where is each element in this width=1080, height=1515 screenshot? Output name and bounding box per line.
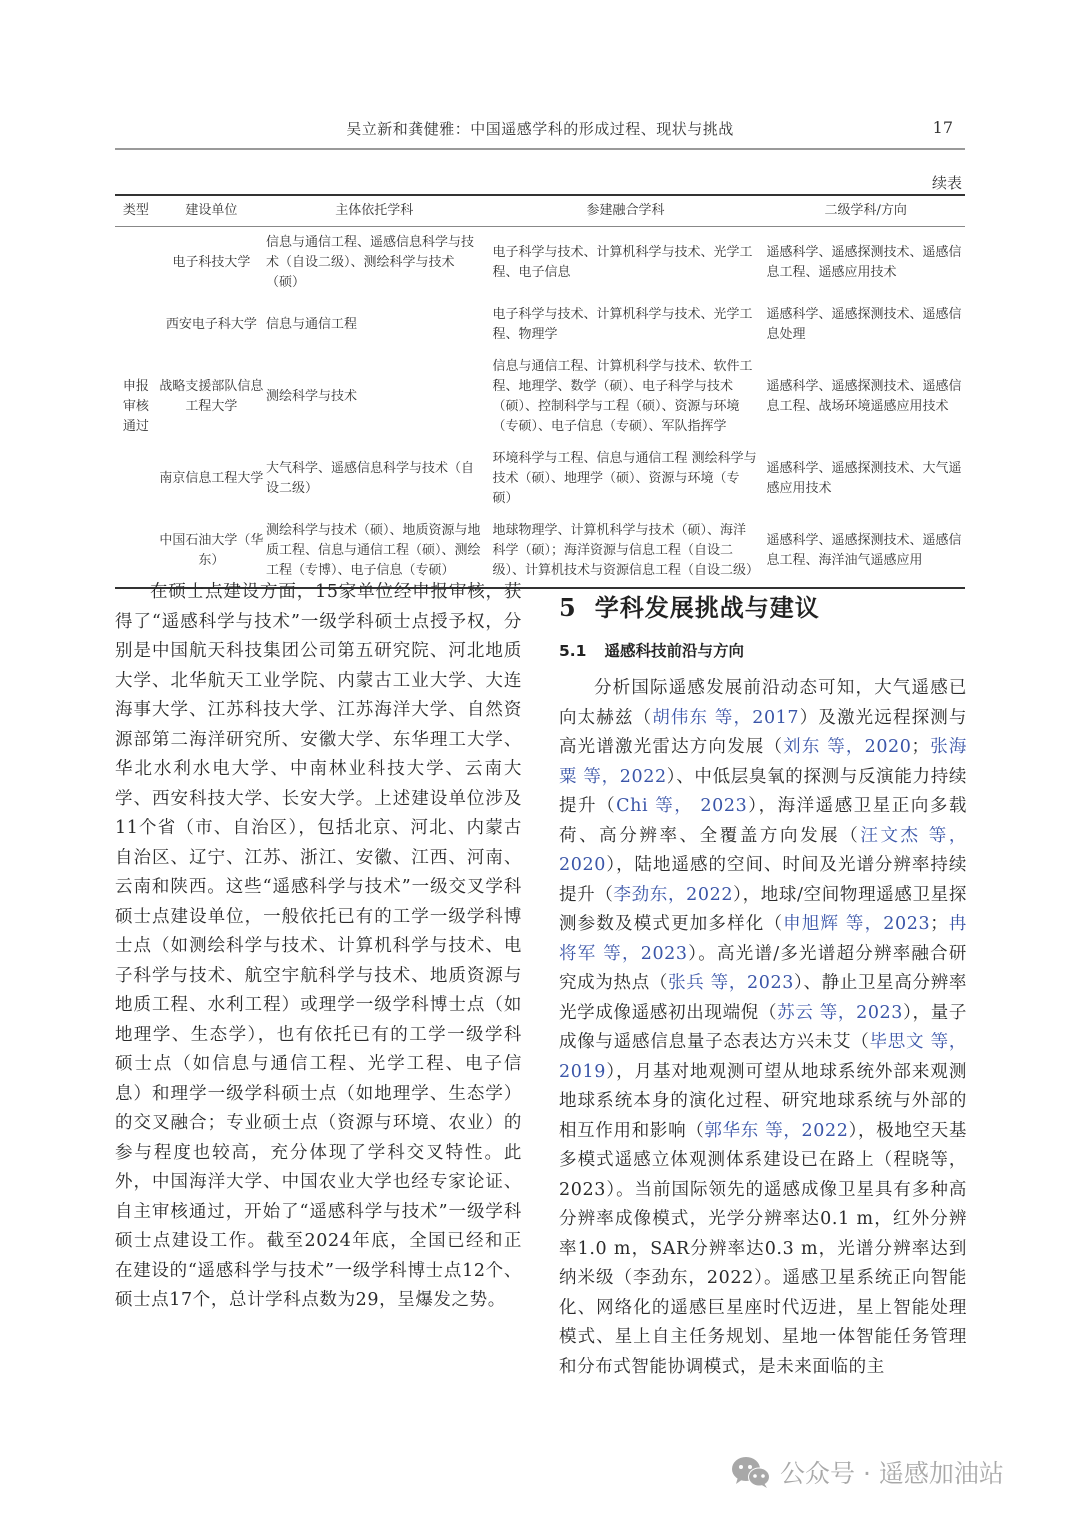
participating-discipline-cell: 环境科学与工程、信息与通信工程 测绘科学与技术（硕）、地理学（硕）、资源与环境（专硕） <box>492 451 757 506</box>
type-label-line: 审核 <box>122 399 149 414</box>
table-header-row <box>115 195 965 227</box>
paragraph-text: ）、中低层臭氧的探测与反演能力持续提升（ <box>559 766 967 816</box>
paragraph-text: ），极地空天基多模式遥感立体观测体系建设已在路上（程晓等，2023）。当前国际领先的遥感成像卫星具有多种高分辨率成像模式，光学分辨率达0.1 m，红外分辨率1.0 m，SAR分辨率达0.3 m，光谱分辨率达到纳米级（李劲东，2022）。遥感卫星系统正向智能化、网络化的遥感巨星座时代迈进，星上智能处理模式、星上自主任务规划、星地一体智能任务管理和分布式智能协调模式，是未来面临的主 <box>559 1120 967 1377</box>
participating-discipline-cell: 电子科学与技术、计算机科学与技术、光学工程、电子信息 <box>492 245 753 280</box>
citation-link[interactable]: 郭华东 等，2022 <box>704 1120 849 1141</box>
running-header <box>115 118 965 144</box>
subsection-number: 5.1 <box>559 642 587 660</box>
secondary-discipline-cell: 遥感科学、遥感探测技术、遥感信息处理 <box>766 307 962 342</box>
body-paragraph <box>559 674 967 1382</box>
watermark-text: 公众号 · 遥感加油站 <box>780 1459 1004 1488</box>
citation-link[interactable]: 申旭辉 等，2023 <box>783 914 931 934</box>
type-label-line: 申报 <box>122 379 149 394</box>
secondary-discipline-cell: 遥感科学、遥感探测技术、遥感信息工程、战场环境遥感应用技术 <box>766 379 962 414</box>
participating-discipline-cell: 电子科学与技术、计算机科学与技术、光学工程、物理学 <box>492 307 753 342</box>
citation-link[interactable]: Chi 等， 2023 <box>616 796 748 816</box>
type-group-cell <box>115 227 157 589</box>
secondary-discipline-cell: 遥感科学、遥感探测技术、遥感信息工程、海洋油气遥感应用 <box>766 533 962 568</box>
secondary-discipline-cell: 遥感科学、遥感探测技术、遥感信息工程、遥感应用技术 <box>766 245 962 280</box>
table-row <box>115 351 965 443</box>
paragraph-text: ），陆地遥感的空间、时间及光谱分辨率持续提升（ <box>559 855 967 905</box>
table-row <box>115 299 965 351</box>
table-container <box>115 194 965 589</box>
citation-link[interactable]: 苏云 等，2023 <box>777 1002 904 1023</box>
column-header-main-discipline: 主体依托学科 <box>335 203 414 218</box>
paragraph-text: ），量子成像与遥感信息量子态表达方兴未艾（ <box>559 1002 967 1052</box>
discipline-table <box>115 194 965 589</box>
citation-link[interactable]: 刘东 等，2020 <box>783 737 912 757</box>
section-number: 5 <box>559 593 577 622</box>
citation-link[interactable]: 毕思文 等，2019 <box>559 1032 967 1082</box>
paragraph-text: ），月基对地观测可望从地球系统外部来观测地球系统本身的演化过程、研究地球系统与外部的相互作用和影响（ <box>559 1061 967 1141</box>
paragraph-text: ），地球/空间物理遥感卫星探测参数及模式更加多样化（ <box>559 884 968 934</box>
column-header-participating-discipline: 参建融合学科 <box>586 203 665 218</box>
citation-link[interactable]: 汪文杰 等，2020 <box>559 825 967 875</box>
column-header-type: 类型 <box>122 203 149 218</box>
left-column <box>115 578 522 1316</box>
table-row <box>115 443 965 515</box>
main-discipline-cell: 大气科学、遥感信息科学与技术（自设二级） <box>265 461 474 496</box>
citation-link[interactable]: 张海粟 等，2022 <box>559 737 967 787</box>
wechat-icon <box>730 1455 772 1489</box>
participating-discipline-cell: 地球物理学、计算机科学与技术（硕）、海洋科学（硕）；海洋资源与信息工程（自设二级）、计算机技术与资源信息工程（自设二级） <box>492 523 759 578</box>
section-heading <box>559 590 967 634</box>
main-discipline-cell: 信息与通信工程、遥感信息科学与技术（自设二级）、测绘科学与技术（硕） <box>265 235 474 290</box>
paragraph-text: ）。高光谱/多光谱超分辨率融合研究成为热点（ <box>559 943 967 993</box>
citation-link[interactable]: 冉将军 等，2023 <box>559 914 967 964</box>
paragraph-text: ； <box>930 914 949 934</box>
participating-discipline-cell: 信息与通信工程、计算机科学与技术、软件工程、地理学、数学（硕）、电子科学与技术（硕）、控制科学与工程（硕）、资源与环境（专硕）、电子信息（专硕）、军队指挥学 <box>492 359 753 434</box>
paragraph-text: ； <box>911 737 930 757</box>
column-header-secondary-discipline: 二级学科/方向 <box>824 203 907 218</box>
body-paragraph: 在硕士点建设方面，15家单位经申报审核，获得了“遥感科学与技术”一级学科硕士点授予权，分别是中国航天科技集团公司第五研究院、河北地质大学、北华航天工业学院、内蒙古工业大学、大连海事大学、江苏科技大学、江苏海洋大学、自然资源部第二海洋研究所、安徽大学、东华理工大学、华北水利水电大学、中南林业科技大学、云南大学、西安科技大学、长安大学。上述建设单位涉及11个省（市、自治区），包括北京、河北、内蒙古自治区、辽宁、江苏、浙江、安徽、江西、河南、云南和陕西。这些“遥感科学与技术”一级交叉学科硕士点建设单位，一般依托已有的工学一级学科博士点（如测绘科学与技术、计算机科学与技术、电子科学与技术、航空宇航科学与技术、地质资源与地质工程、水利工程）或理学一级学科博士点（如地理学、生态学），也有依托已有的工学一级学科硕士点（如信息与通信工程、光学工程、电子信息）和理学一级学科硕士点（如地理学、生态学）的交叉融合；专业硕士点（资源与环境、农业）的参与程度也较高，充分体现了学科交叉特性。此外，中国海洋大学、中国农业大学也经专家论证、自主审核通过，开始了“遥感科学与技术”一级学科硕士点建设工作。截至2024年底，全国已经和正在建设的“遥感科学与技术”一级学科博士点12个、硕士点17个，总计学科点数为29，呈爆发之势。 <box>115 582 522 1310</box>
subsection-title: 遥感科技前沿与方向 <box>604 642 744 660</box>
header-rule <box>115 148 965 150</box>
column-header-unit: 建设单位 <box>185 203 238 218</box>
table-continued-label: 续表 <box>931 174 962 192</box>
unit-cell: 战略支援部队信息工程大学 <box>159 379 264 414</box>
main-discipline-cell: 测绘科学与技术 <box>265 389 357 404</box>
paragraph-text: ）、静止卫星高分辨率光学成像遥感初出现端倪（ <box>559 973 967 1023</box>
citation-link[interactable]: 李劲东，2022 <box>613 884 734 905</box>
subsection-heading <box>559 638 967 664</box>
citation-link[interactable]: 胡伟东 等，2017 <box>652 707 800 728</box>
table-row <box>115 227 965 300</box>
type-label-line: 通过 <box>122 419 149 434</box>
paragraph-text: 分析国际遥感发展前沿动态可知，大气遥感已向太赫兹（ <box>559 678 967 728</box>
unit-cell: 中国石油大学（华东） <box>159 533 264 568</box>
watermark <box>730 1452 1004 1492</box>
page-number: 17 <box>932 118 953 137</box>
paragraph-text: ），海洋遥感卫星正向多载荷、高分辨率、全覆盖方向发展（ <box>559 796 967 846</box>
main-discipline-cell: 信息与通信工程 <box>265 317 357 332</box>
citation-link[interactable]: 张兵 等，2023 <box>668 973 794 993</box>
secondary-discipline-cell: 遥感科学、遥感探测技术、大气遥感应用技术 <box>766 461 962 496</box>
paragraph-text: ）及激光远程探测与高光谱激光雷达方向发展（ <box>559 707 967 757</box>
unit-cell: 电子科技大学 <box>172 255 251 270</box>
unit-cell: 西安电子科大学 <box>165 317 257 332</box>
unit-cell: 南京信息工程大学 <box>159 471 264 486</box>
main-discipline-cell: 测绘科学与技术（硕）、地质资源与地质工程、信息与通信工程（硕）、测绘工程（专博）、电子信息（专硕） <box>265 523 481 578</box>
right-column <box>559 578 967 1382</box>
section-title: 学科发展挑战与建议 <box>594 593 820 622</box>
running-title: 吴立新和龚健雅：中国遥感学科的形成过程、现状与挑战 <box>346 120 734 138</box>
